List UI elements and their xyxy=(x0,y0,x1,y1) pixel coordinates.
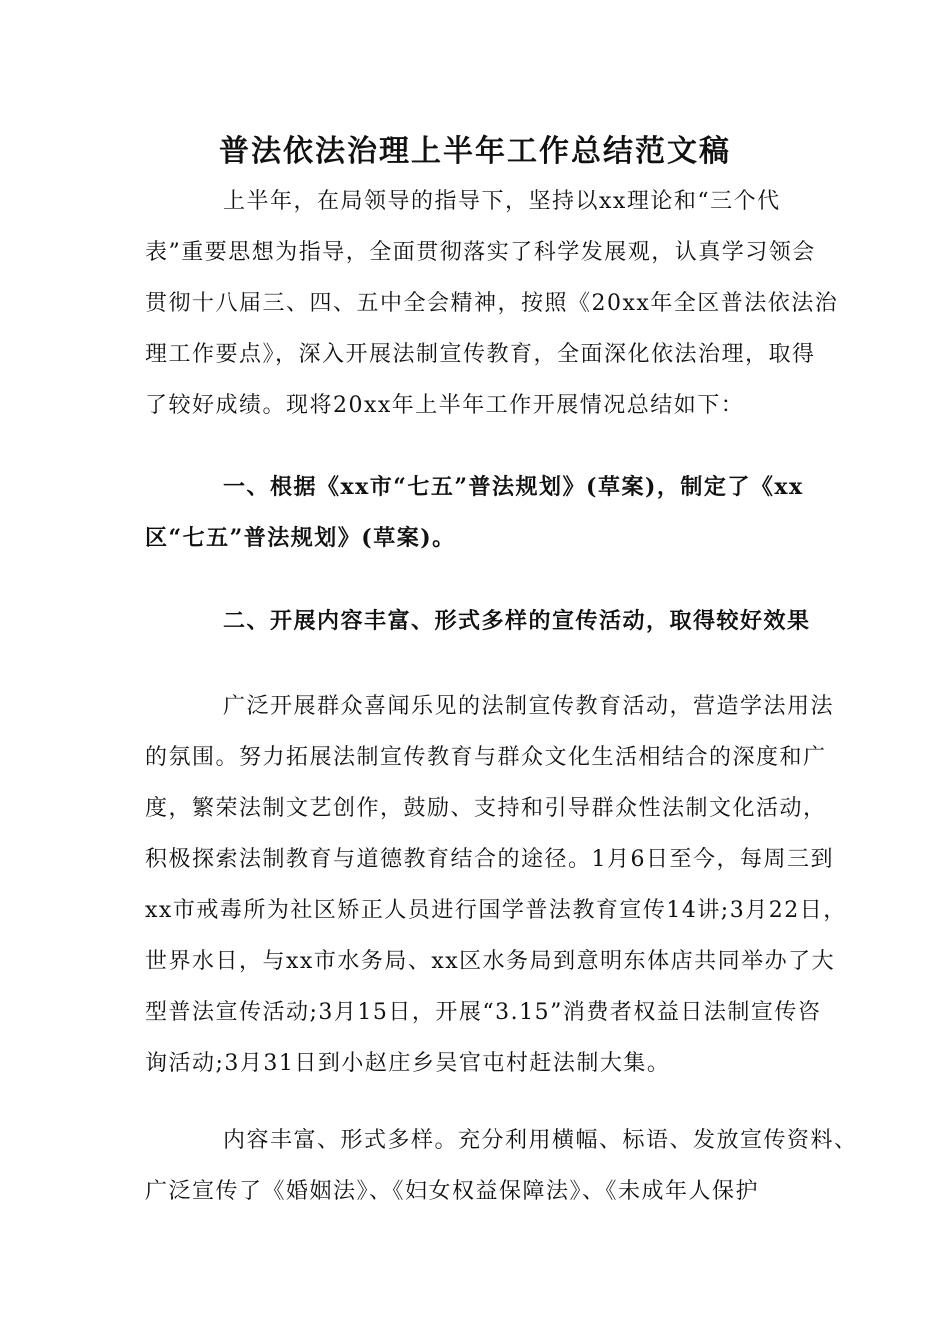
intro-paragraph xyxy=(145,176,839,431)
body-line: 询活动;3月31日到小赵庄乡吴官屯村赶法制大集。 xyxy=(145,1051,671,1076)
body-line: 度，繁荣法制文艺创作，鼓励、支持和引导群众性法制文化活动， xyxy=(145,796,827,821)
intro-line: 表”重要思想为指导，全面贯彻落实了科学发展观，认真学习领会 xyxy=(145,240,816,265)
body-line: 广泛宣传了《婚姻法》、《妇女权益保障法》、《未成年人保护 xyxy=(145,1179,760,1204)
body-line: xx市戒毒所为社区矫正人员进行国学普法教育宣传14讲;3月22日， xyxy=(145,898,847,923)
document-title: 普法依法治理上半年工作总结范文稿 xyxy=(219,134,731,169)
heading-line: 二、开展内容丰富、形式多样的宣传活动，取得较好效果 xyxy=(223,608,811,634)
intro-line: 了较好成绩。现将20xx年上半年工作开展情况总结如下： xyxy=(145,393,745,418)
intro-line: 理工作要点》，深入开展法制宣传教育，全面深化依法治理，取得 xyxy=(145,342,816,367)
section-heading-2 xyxy=(145,596,825,647)
intro-line: 上半年，在局领导的指导下，坚持以xx理论和“三个代 xyxy=(223,189,781,214)
body-line: 型普法宣传活动;3月15日，开展“3.15”消费者权益日法制宣传咨 xyxy=(145,1000,822,1025)
body-line: 的氛围。努力拓展法制宣传教育与群众文化生活相结合的深度和广 xyxy=(145,745,827,770)
body-line: 广泛开展群众喜闻乐见的法制宣传教育活动，营造学法用法 xyxy=(223,694,835,719)
body-line: 内容丰富、形式多样。充分利用横幅、标语、发放宣传资料、 xyxy=(223,1128,858,1153)
heading-line: 区“七五”普法规划》(草案)。 xyxy=(145,525,456,551)
intro-line: 贯彻十八届三、四、五中全会精神，按照《20xx年全区普法依法治 xyxy=(145,291,839,316)
section-heading-1 xyxy=(145,462,825,564)
body-line: 积极探索法制教育与道德教育结合的途径。1月6日至今，每周三到 xyxy=(145,847,834,872)
body-paragraph-1 xyxy=(145,681,847,1089)
body-line: 世界水日，与xx市水务局、xx区水务局到意明东体店共同举办了大 xyxy=(145,949,836,974)
heading-line: 一、根据《xx市“七五”普法规划》(草案)，制定了《xx xyxy=(223,474,804,500)
body-paragraph-2 xyxy=(145,1115,858,1217)
